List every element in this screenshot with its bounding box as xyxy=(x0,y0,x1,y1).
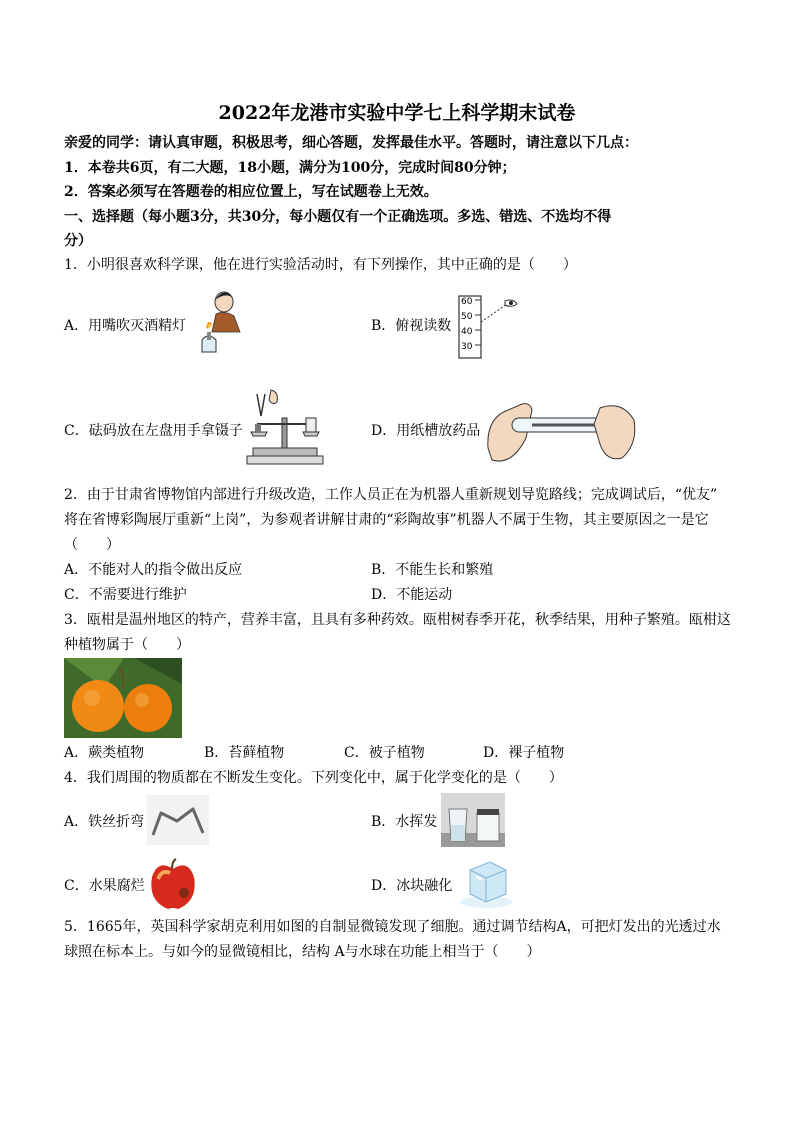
section-heading: 一、选择题（每小题3分，共30分，每小题仅有一个正确选项。多选、错选、不选均不得 xyxy=(64,209,612,225)
question-2-stem-line3: （ ） xyxy=(64,537,120,553)
question-2-stem-line1: 2．由于甘肃省博物馆内部进行升级改造，工作人员正在为机器人重新规划导览路线；完成调试后，“优友” xyxy=(64,487,718,503)
cylinder-tick-50: 50 xyxy=(461,312,473,322)
citrus-fruit-image xyxy=(64,658,182,738)
question-5-stem-line2: 球照在标本上。与如今的显微镜相比，结构 A与水球在功能上相当于（ ） xyxy=(64,944,541,960)
q2-option-c: C．不需要进行维护 xyxy=(64,587,187,603)
q3-option-d: D．裸子植物 xyxy=(483,745,565,761)
q4-option-a: A．铁丝折弯 xyxy=(64,814,145,830)
q2-option-d: D．不能运动 xyxy=(371,587,453,603)
intro-note-1: 1．本卷共6页，有二大题，18小题，满分为100分，完成时间80分钟； xyxy=(64,160,516,176)
q3-option-a: A．蕨类植物 xyxy=(64,745,145,761)
q1-option-c: C．砝码放在左盘用手拿镊子 xyxy=(64,423,243,439)
rotten-apple-image xyxy=(148,857,198,911)
question-3-stem-line2: 种植物属于（ ） xyxy=(64,637,190,653)
cylinder-tick-30: 30 xyxy=(461,342,473,352)
q1-option-d: D．用纸槽放药品 xyxy=(371,423,481,439)
graduated-cylinder-image xyxy=(455,292,523,362)
q3-option-c: C．被子植物 xyxy=(344,745,425,761)
ice-cube-image xyxy=(456,852,516,910)
balance-scale-image xyxy=(243,388,325,470)
cylinder-tick-40: 40 xyxy=(461,327,473,337)
paper-trough-image xyxy=(482,388,640,470)
cylinder-tick-60: 60 xyxy=(461,297,473,307)
blow-out-lamp-image xyxy=(196,288,244,358)
question-5-stem-line1: 5．1665年，英国科学家胡克利用如图的自制显微镜发现了细胞。通过调节结构A，可把灯发出的光透过水 xyxy=(64,919,721,935)
q3-option-b: B．苔藓植物 xyxy=(204,745,285,761)
q4-option-b: B．水挥发 xyxy=(371,814,438,830)
q4-option-c: C．水果腐烂 xyxy=(64,878,145,894)
question-2-stem-line2: 将在省博彩陶展厅重新“上岗”，为参观者讲解甘肃的“彩陶故事”机器人不属于生物，其主要原因之一是它 xyxy=(64,512,709,528)
intro-note-2: 2．答案必须写在答题卷的相应位置上，写在试题卷上无效。 xyxy=(64,184,438,200)
q1-option-a: A．用嘴吹灭酒精灯 xyxy=(64,318,187,334)
q2-option-b: B．不能生长和繁殖 xyxy=(371,562,494,578)
page-title: 2022年龙港市实验中学七上科学期末试卷 xyxy=(218,102,576,124)
q2-option-a: A．不能对人的指令做出反应 xyxy=(64,562,243,578)
q4-option-d: D．冰块融化 xyxy=(371,878,453,894)
question-4-stem: 4．我们周围的物质都在不断发生变化。下列变化中，属于化学变化的是（ ） xyxy=(64,770,563,786)
intro-greeting: 亲爱的同学：请认真审题，积极思考，细心答题，发挥最佳水平。答题时，请注意以下几点： xyxy=(64,135,638,151)
water-glasses-image xyxy=(441,793,505,847)
bent-wire-image xyxy=(147,795,209,845)
q1-option-b: B．俯视读数 xyxy=(371,318,452,334)
question-1-stem: 1．小明很喜欢科学课，他在进行实验活动时，有下列操作，其中正确的是（ ） xyxy=(64,257,577,273)
question-3-stem-line1: 3．瓯柑是温州地区的特产，营养丰富，且具有多种药效。瓯柑树春季开花，秋季结果，用种子繁殖。瓯柑这 xyxy=(64,612,731,628)
section-heading-cont: 分） xyxy=(64,233,92,249)
